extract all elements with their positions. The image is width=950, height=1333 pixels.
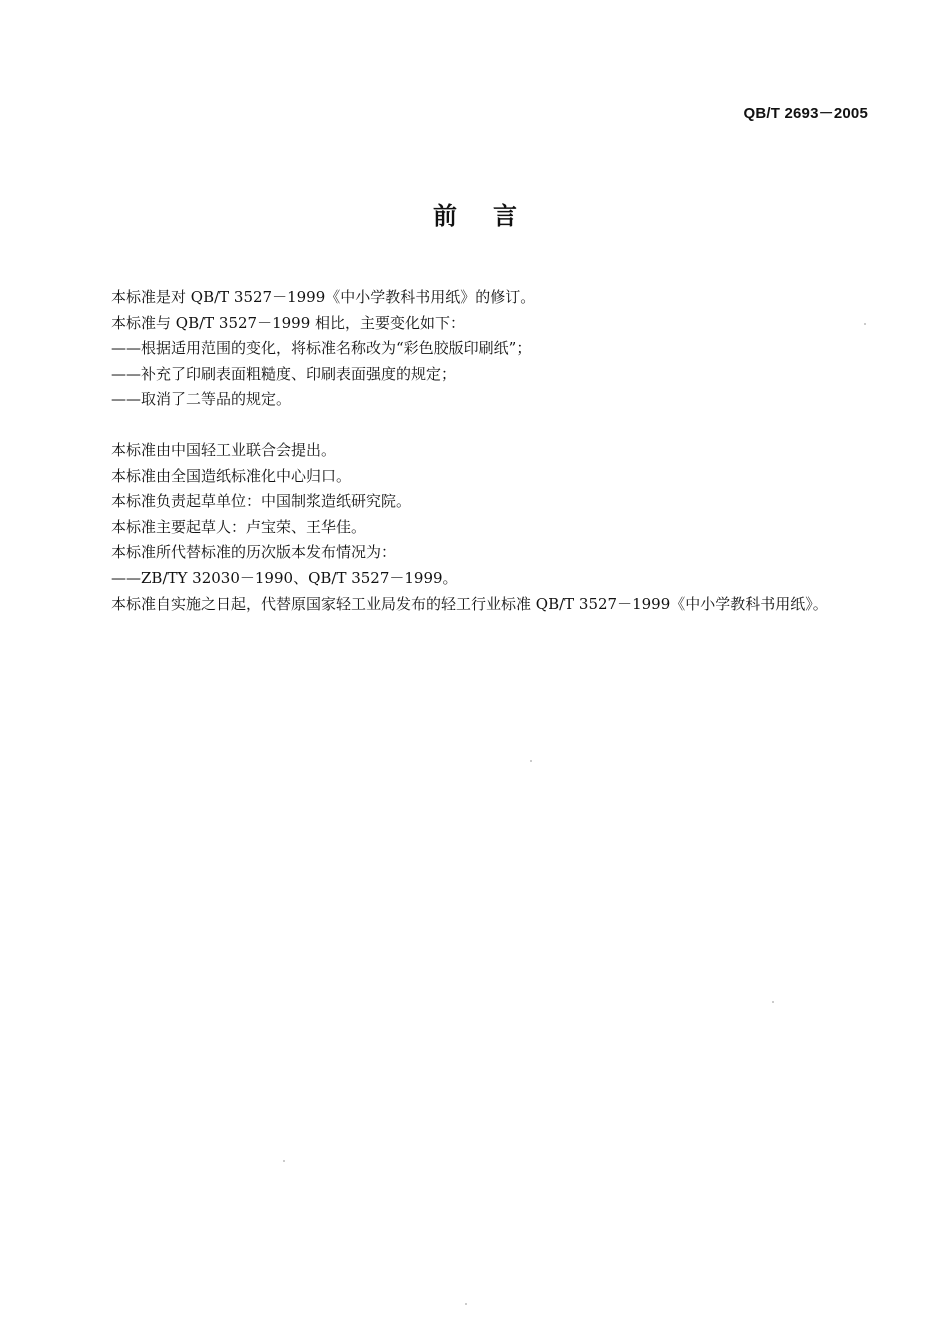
change-item-1: ——根据适用范围的变化，将标准名称改为“彩色胶版印刷纸”； [111, 339, 532, 358]
section-gap [81, 413, 867, 438]
scan-speck [465, 1303, 467, 1305]
history-intro: 本标准所代替标准的历次版本发布情况为： [111, 543, 397, 562]
scan-speck [283, 1160, 285, 1162]
scan-speck [864, 323, 866, 325]
revision-statement: 本标准是对 QB/T 3527－1999《中小学教科书用纸》的修订。 [111, 288, 536, 306]
changes-intro: 本标准与 QB/T 3527－1999 相比，主要变化如下： [111, 313, 466, 332]
change-item-2: ——补充了印刷表面粗糙度、印刷表面强度的规定； [111, 364, 457, 383]
history-item: ——ZB/TY 32030－1990、QB/T 3527－1999。 [111, 568, 458, 587]
standard-code: QB/T 2693－2005 [743, 105, 868, 122]
drafting-unit: 本标准负责起草单位：中国制浆造纸研究院。 [111, 492, 412, 511]
page-title: 前言 [433, 202, 553, 230]
scan-speck [530, 760, 532, 762]
drafters: 本标准主要起草人：卢宝荣、王华佳。 [111, 517, 367, 536]
proposed-by: 本标准由中国轻工业联合会提出。 [111, 440, 337, 459]
centralized-by: 本标准由全国造纸标准化中心归口。 [111, 466, 352, 485]
replacement-statement: 本标准自实施之日起，代替原国家轻工业局发布的轻工行业标准 QB/T 3527－1999《中小学教科书用纸》。 [111, 594, 828, 613]
change-item-3: ——取消了二等品的规定。 [111, 390, 292, 409]
foreword-body [81, 285, 867, 617]
scan-speck [772, 1001, 774, 1003]
